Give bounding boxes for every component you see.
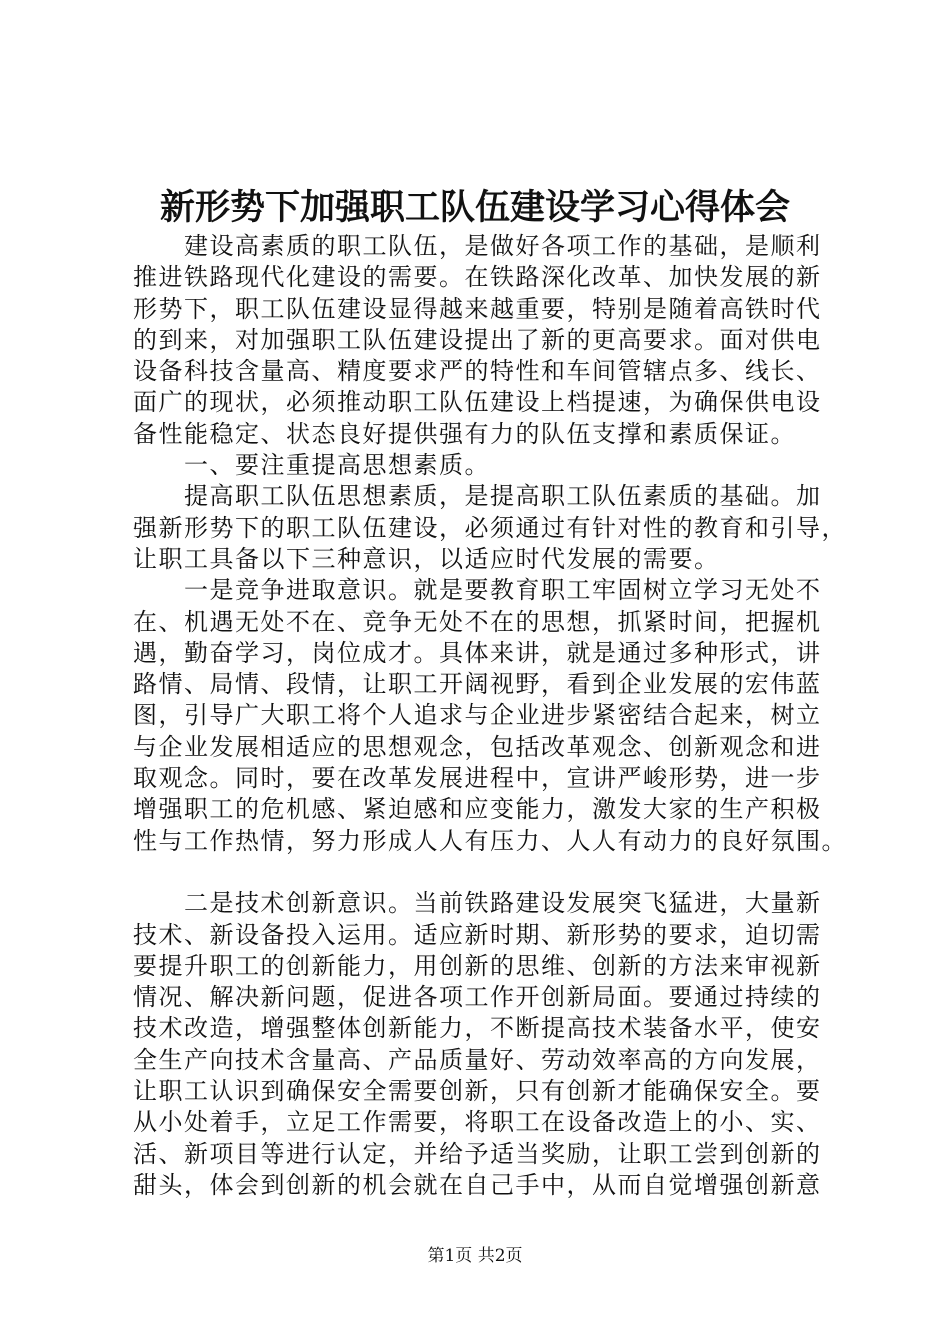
paragraph-line: 让职工具备以下三种意识，以适应时代发展的需要。	[133, 544, 720, 573]
paragraph-line: 的到来，对加强职工队伍建设提出了新的更高要求。面对供电	[133, 325, 822, 354]
paragraph-line: 甜头，体会到创新的机会就在自己手中，从而自觉增强创新意	[133, 1170, 822, 1199]
paragraph-line: 强新形势下的职工队伍建设，必须通过有针对性的教育和引导，	[133, 513, 847, 542]
section-heading: 一、要注重提高思想素质。	[133, 451, 490, 480]
paragraph-line: 推进铁路现代化建设的需要。在铁路深化改革、加快发展的新	[133, 263, 822, 292]
paragraph-line: 全生产向技术含量高、产品质量好、劳动效率高的方向发展，	[133, 1045, 822, 1074]
paragraph-line: 增强职工的危机感、紧迫感和应变能力，激发大家的生产积极	[133, 795, 822, 824]
paragraph-line: 技术改造，增强整体创新能力，不断提高技术装备水平，使安	[133, 1014, 822, 1043]
paragraph-gap	[133, 857, 833, 888]
paragraph-line: 图，引导广大职工将个人追求与企业进步紧密结合起来，树立	[133, 701, 822, 730]
paragraph-line: 二是技术创新意识。当前铁路建设发展突飞猛进，大量新	[133, 889, 822, 918]
paragraph-line: 与企业发展相适应的思想观念，包括改革观念、创新观念和进	[133, 732, 822, 761]
paragraph-line: 情况、解决新问题，促进各项工作开创新局面。要通过持续的	[133, 983, 822, 1012]
paragraph-line: 提高职工队伍思想素质，是提高职工队伍素质的基础。加	[133, 482, 822, 511]
paragraph-line: 取观念。同时，要在改革发展进程中，宣讲严峻形势，进一步	[133, 764, 822, 793]
paragraph-line: 活、新项目等进行认定，并给予适当奖励，让职工尝到创新的	[133, 1139, 822, 1168]
document-body	[133, 231, 847, 1201]
paragraph-line: 一是竞争进取意识。就是要教育职工牢固树立学习无处不	[133, 576, 822, 605]
paragraph-line: 路情、局情、段情，让职工开阔视野，看到企业发展的宏伟蓝	[133, 670, 822, 699]
paragraph-line: 技术、新设备投入运用。适应新时期、新形势的要求，迫切需	[133, 920, 822, 949]
paragraph-line: 建设高素质的职工队伍，是做好各项工作的基础，是顺利	[133, 232, 822, 260]
paragraph-line: 备性能稳定、状态良好提供强有力的队伍支撑和素质保证。	[133, 419, 796, 448]
paragraph-line: 在、机遇无处不在、竞争无处不在的思想，抓紧时间，把握机	[133, 607, 822, 636]
paragraph-line: 形势下，职工队伍建设显得越来越重要，特别是随着高铁时代	[133, 294, 822, 323]
document-title: 新形势下加强职工队伍建设学习心得体会	[159, 187, 790, 228]
paragraph-line: 设备科技含量高、精度要求严的特性和车间管辖点多、线长、	[133, 357, 822, 386]
paragraph-line: 让职工认识到确保安全需要创新，只有创新才能确保安全。要	[133, 1077, 822, 1106]
paragraph-line: 从小处着手，立足工作需要，将职工在设备改造上的小、实、	[133, 1108, 822, 1137]
paragraph-line: 要提升职工的创新能力，用创新的思维、创新的方法来审视新	[133, 951, 822, 980]
paragraph-line: 遇，勤奋学习，岗位成才。具体来讲，就是通过多种形式，讲	[133, 638, 822, 667]
page-number-footer: 第1页 共2页	[427, 1246, 523, 1266]
paragraph-line: 面广的现状，必须推动职工队伍建设上档提速，为确保供电设	[133, 388, 822, 417]
paragraph-line: 性与工作热情，努力形成人人有压力、人人有动力的良好氛围。	[133, 826, 847, 855]
